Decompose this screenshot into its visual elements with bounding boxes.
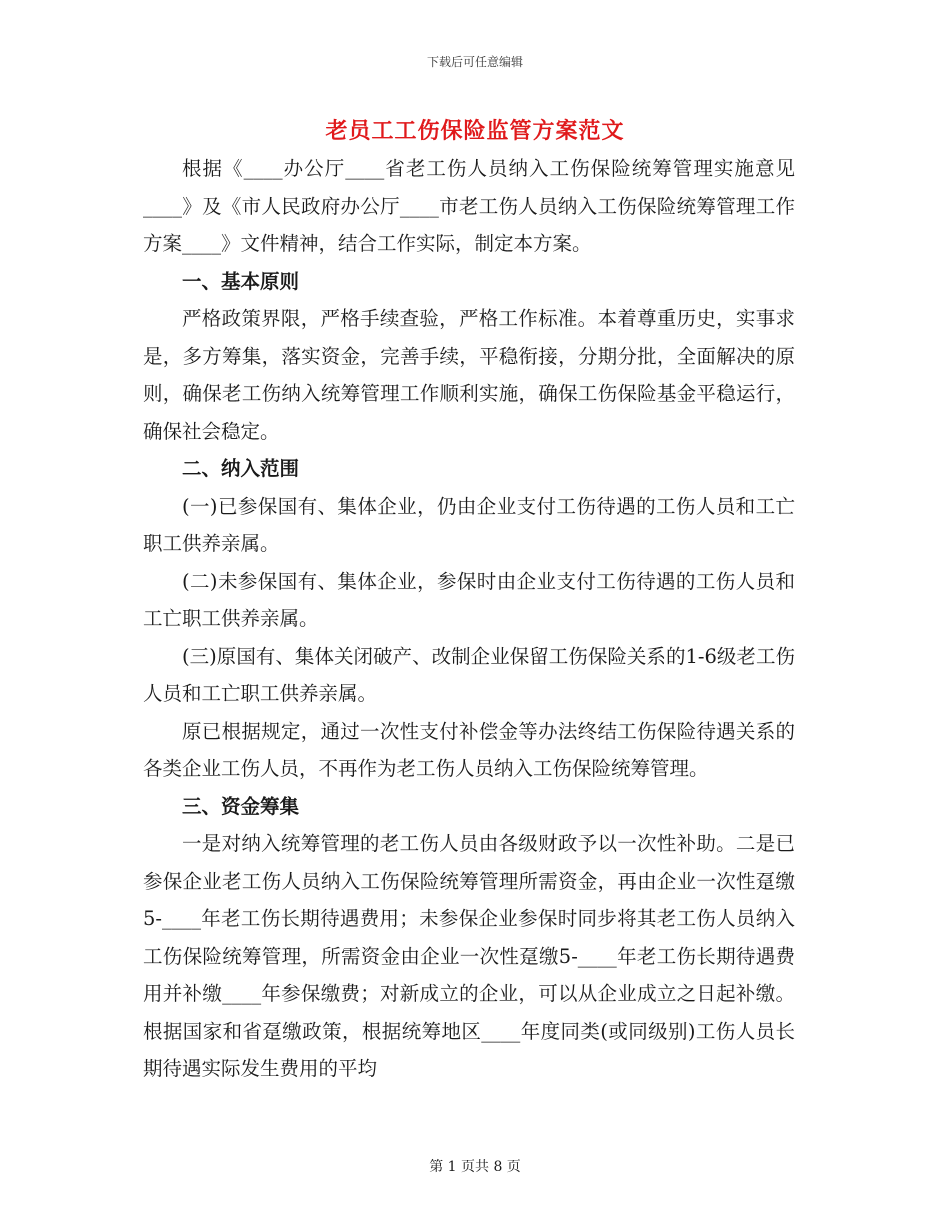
principles-paragraph: 严格政策界限，严格手续查验，严格工作标准。本着尊重历史，实事求是，多方筹集，落实资金，完善手续，平稳衔接，分期分批，全面解决的原则，确保老工伤纳入统筹管理工作顺利实施，确保工伤保险基金平稳运行，确保社会稳定。 bbox=[143, 307, 795, 443]
scope-item-1: (一)已参保国有、集体企业，仍由企业支付工伤待遇的工伤人员和工亡职工供养亲属。 bbox=[143, 494, 795, 555]
scope-exclusion-paragraph: 原已根据规定，通过一次性支付补偿金等办法终结工伤保险待遇关系的各类企业工伤人员，不再作为老工伤人员纳入工伤保险统筹管理。 bbox=[143, 719, 795, 780]
section-heading-principles: 一、基本原则 bbox=[182, 269, 300, 293]
section-heading-funding: 三、资金筹集 bbox=[182, 794, 300, 818]
scope-item-2: (二)未参保国有、集体企业，参保时由企业支付工伤待遇的工伤人员和工亡职工供养亲属。 bbox=[143, 569, 795, 630]
page-footer: 第 1 页共 8 页 bbox=[429, 1159, 521, 1175]
funding-paragraph: 一是对纳入统筹管理的老工伤人员由各级财政予以一次性补助。二是已参保企业老工伤人员纳入工伤保险统筹管理所需资金，再由企业一次性趸缴5-____年老工伤长期待遇费用；未参保企业参保时同步将其老工伤人员纳入工伤保险统筹管理，所需资金由企业一次性趸缴5-____年老工伤长期待遇费用并补缴____年参保缴费；对新成立的企业，可以从企业成立之日起补缴。根据国家和省趸缴政策，根据统筹地区____年度同类(或同级别)工伤人员长期待遇实际发生费用的平均 bbox=[143, 832, 795, 1080]
section-heading-scope: 二、纳入范围 bbox=[182, 457, 300, 480]
intro-paragraph: 根据《____办公厅____省老工伤人员纳入工伤保险统筹管理实施意见____》及《市人民政府办公厅____市老工伤人员纳入工伤保险统筹管理工作方案____》文件精神，结合工作实际，制定本方案。 bbox=[143, 157, 795, 255]
scope-item-3: (三)原国有、集体关闭破产、改制企业保留工伤保险关系的1-6级老工伤人员和工亡职工供养亲属。 bbox=[143, 644, 795, 705]
page-header-note: 下载后可任意编辑 bbox=[426, 55, 523, 69]
document-body bbox=[143, 150, 795, 1088]
document-title: 老员工工伤保险监管方案范文 bbox=[325, 118, 625, 144]
